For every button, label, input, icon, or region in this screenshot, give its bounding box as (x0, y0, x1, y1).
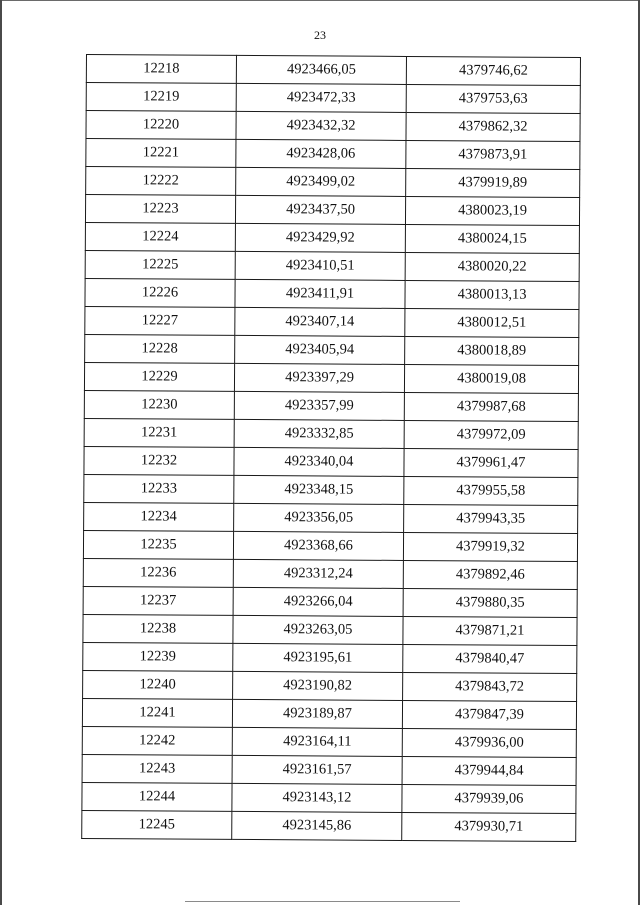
x-coordinate-cell: 4923357,99 (234, 391, 404, 420)
y-coordinate-cell: 4379961,47 (404, 448, 578, 477)
point-id-cell: 12238 (83, 614, 233, 643)
y-coordinate-cell: 4379939,06 (402, 784, 576, 813)
point-id-cell: 12224 (85, 222, 235, 251)
table-row (85, 222, 579, 253)
x-coordinate-cell: 4923499,02 (236, 167, 406, 196)
x-coordinate-cell: 4923368,66 (233, 531, 403, 560)
x-coordinate-cell: 4923410,51 (235, 251, 405, 280)
table-row (84, 446, 578, 477)
table-row (85, 278, 579, 309)
page-edge-left (0, 0, 2, 905)
table-row (84, 502, 578, 533)
table-row (82, 698, 576, 729)
table-row (82, 782, 576, 813)
point-id-cell: 12220 (86, 111, 236, 140)
y-coordinate-cell: 4379871,21 (403, 616, 577, 645)
y-coordinate-cell: 4379892,46 (403, 560, 577, 589)
point-id-cell: 12245 (82, 810, 232, 839)
x-coordinate-cell: 4923405,94 (235, 335, 405, 364)
y-coordinate-cell: 4380020,22 (405, 252, 579, 281)
point-id-cell: 12219 (86, 83, 236, 112)
x-coordinate-cell: 4923189,87 (232, 699, 402, 728)
y-coordinate-cell: 4379987,68 (404, 392, 578, 421)
point-id-cell: 12244 (82, 782, 232, 811)
y-coordinate-cell: 4379936,00 (402, 728, 576, 757)
y-coordinate-cell: 4379840,47 (403, 644, 577, 673)
y-coordinate-cell: 4380024,15 (405, 224, 579, 253)
table-row (83, 642, 577, 673)
y-coordinate-cell: 4379943,35 (404, 504, 578, 533)
point-id-cell: 12241 (82, 698, 232, 727)
point-id-cell: 12225 (85, 250, 235, 279)
x-coordinate-cell: 4923428,06 (236, 139, 406, 168)
x-coordinate-cell: 4923411,91 (235, 279, 405, 308)
y-coordinate-cell: 4380018,89 (405, 336, 579, 365)
table-row (84, 418, 578, 449)
y-coordinate-cell: 4379847,39 (402, 700, 576, 729)
y-coordinate-cell: 4379880,35 (403, 588, 577, 617)
point-id-cell: 12239 (83, 642, 233, 671)
y-coordinate-cell: 4379753,63 (406, 84, 580, 113)
y-coordinate-cell: 4379919,89 (406, 168, 580, 197)
x-coordinate-cell: 4923472,33 (236, 83, 406, 112)
page-edge-bottom (185, 901, 460, 902)
x-coordinate-cell: 4923407,14 (235, 307, 405, 336)
point-id-cell: 12233 (84, 474, 234, 503)
x-coordinate-cell: 4923432,32 (236, 111, 406, 140)
y-coordinate-cell: 4379873,91 (406, 140, 580, 169)
y-coordinate-cell: 4380013,13 (405, 280, 579, 309)
point-id-cell: 12223 (85, 195, 235, 224)
point-id-cell: 12230 (84, 390, 234, 419)
point-id-cell: 12222 (86, 167, 236, 196)
table-row (83, 530, 577, 561)
x-coordinate-cell: 4923348,15 (234, 475, 404, 504)
table-row (86, 83, 580, 114)
table-row (85, 334, 579, 365)
point-id-cell: 12229 (84, 362, 234, 391)
table-row (86, 167, 580, 198)
x-coordinate-cell: 4923145,86 (232, 811, 402, 840)
x-coordinate-cell: 4923466,05 (236, 55, 406, 84)
table-row (85, 195, 579, 226)
point-id-cell: 12227 (85, 306, 235, 335)
table-row (82, 754, 576, 785)
x-coordinate-cell: 4923263,05 (233, 615, 403, 644)
point-id-cell: 12240 (83, 670, 233, 699)
y-coordinate-cell: 4379972,09 (404, 420, 578, 449)
table-row (86, 139, 580, 170)
table-row (83, 586, 577, 617)
point-id-cell: 12221 (86, 139, 236, 168)
point-id-cell: 12242 (82, 726, 232, 755)
point-id-cell: 12236 (83, 558, 233, 587)
x-coordinate-cell: 4923195,61 (233, 643, 403, 672)
table-row (86, 55, 580, 86)
x-coordinate-cell: 4923164,11 (232, 727, 402, 756)
x-coordinate-cell: 4923429,92 (235, 223, 405, 252)
table-row (86, 111, 580, 142)
page-edge-top (2, 0, 638, 1)
table-row (84, 362, 578, 393)
x-coordinate-cell: 4923340,04 (234, 447, 404, 476)
point-id-cell: 12226 (85, 278, 235, 307)
y-coordinate-cell: 4380019,08 (404, 364, 578, 393)
y-coordinate-cell: 4379930,71 (402, 812, 576, 841)
point-id-cell: 12235 (83, 530, 233, 559)
table-row (83, 614, 577, 645)
y-coordinate-cell: 4379843,72 (403, 672, 577, 701)
x-coordinate-cell: 4923266,04 (233, 587, 403, 616)
x-coordinate-cell: 4923161,57 (232, 755, 402, 784)
point-id-cell: 12243 (82, 754, 232, 783)
x-coordinate-cell: 4923190,82 (233, 671, 403, 700)
y-coordinate-cell: 4379862,32 (406, 112, 580, 141)
table-row (84, 390, 578, 421)
y-coordinate-cell: 4379919,32 (403, 532, 577, 561)
point-id-cell: 12234 (84, 502, 234, 531)
table-row (82, 726, 576, 757)
x-coordinate-cell: 4923312,24 (233, 559, 403, 588)
x-coordinate-cell: 4923143,12 (232, 783, 402, 812)
point-id-cell: 12228 (85, 334, 235, 363)
table-row (83, 670, 577, 701)
table-row (83, 558, 577, 589)
coordinates-table (81, 54, 581, 842)
x-coordinate-cell: 4923332,85 (234, 419, 404, 448)
y-coordinate-cell: 4380023,19 (405, 196, 579, 225)
y-coordinate-cell: 4380012,51 (405, 308, 579, 337)
point-id-cell: 12231 (84, 418, 234, 447)
point-id-cell: 12218 (86, 55, 236, 84)
page-number: 23 (314, 28, 326, 42)
table-row (82, 810, 576, 841)
y-coordinate-cell: 4379746,62 (406, 56, 580, 85)
y-coordinate-cell: 4379955,58 (404, 476, 578, 505)
x-coordinate-cell: 4923356,05 (234, 503, 404, 532)
table-row (85, 306, 579, 337)
table-row (84, 474, 578, 505)
table-row (85, 250, 579, 281)
y-coordinate-cell: 4379944,84 (402, 756, 576, 785)
x-coordinate-cell: 4923437,50 (235, 195, 405, 224)
x-coordinate-cell: 4923397,29 (234, 363, 404, 392)
coordinates-table-body (82, 55, 581, 842)
point-id-cell: 12232 (84, 446, 234, 475)
point-id-cell: 12237 (83, 586, 233, 615)
